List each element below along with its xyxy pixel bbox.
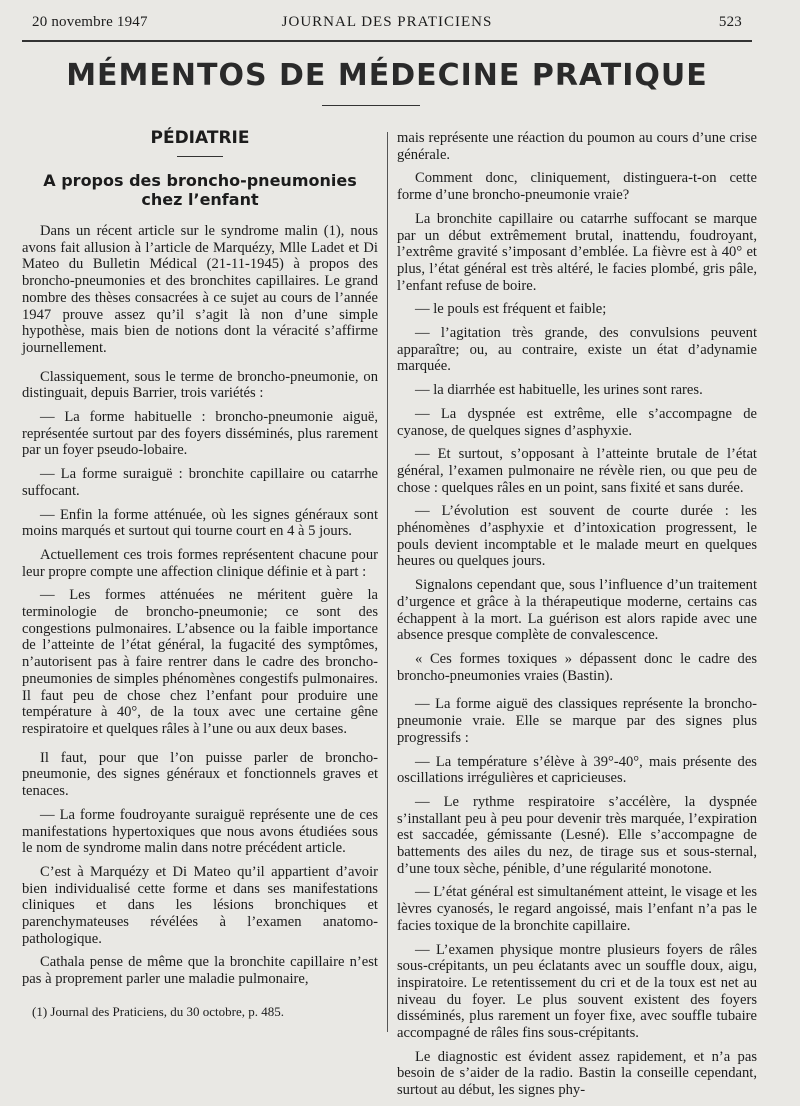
paragraph: « Ces formes toxiques » dépassent donc le cadre des broncho-pneumonies vraies (Bastin). bbox=[397, 650, 757, 684]
paragraph: — La dyspnée est extrême, elle s’accompagne de cyanose, de quelques signes d’asphyxie. bbox=[397, 405, 757, 439]
paragraph: — l’agitation très grande, des convulsions peuvent apparaître; ou, au contraire, existe un état d’adynamie marquée. bbox=[397, 325, 757, 375]
paragraph: — La forme foudroyante suraiguë représente une de ces manifestations hypertoxiques que nous avons étudiées sous le nom de syndrome malin dans notre précédent article. bbox=[22, 806, 378, 857]
header-rule bbox=[22, 40, 752, 42]
section-heading: PÉDIATRIE bbox=[150, 128, 250, 148]
right-column bbox=[397, 130, 757, 1106]
paragraph: Le diagnostic est évident assez rapidement, et n’a pas besoin de s’aider de la radio. Bastin la conseille cependant, surtout au début, les signes phy- bbox=[397, 1048, 757, 1099]
journal-name: JOURNAL DES PRATICIENS bbox=[281, 14, 493, 30]
main-title: MÉMENTOS DE MÉDECINE PRATIQUE bbox=[66, 58, 708, 93]
paragraph: — La température s’élève à 39°-40°, mais présente des oscillations irrégulières et capricieuses. bbox=[397, 753, 757, 787]
paragraph: — La forme habituelle : broncho-pneumonie aiguë, représentée surtout par des foyers disséminés, plus rarement par un foyer pseudo-lobaire. bbox=[22, 409, 378, 459]
paragraph: — L’évolution est souvent de courte durée : les phénomènes d’asphyxie et d’intoxication progressent, le pouls devient incomptable et le malade meurt en quelques heures ou quelques jours. bbox=[397, 503, 757, 570]
paragraph: — la diarrhée est habituelle, les urines sont rares. bbox=[415, 382, 703, 399]
section-rule bbox=[177, 156, 223, 157]
paragraph: La bronchite capillaire ou catarrhe suffocant se marque par un début extrêmement brutal, inattendu, foudroyant, l’extrême gravité s’imposant d’emblée. La fièvre est à 40° et plus, l’état général est très altéré, le facies plombé, gris pâle, l’enfant refuse de boire. bbox=[397, 210, 757, 294]
paragraph: Comment donc, cliniquement, distinguera-t-on cette forme d’une broncho-pneumonie vraie? bbox=[397, 170, 757, 204]
paragraph: Actuellement ces trois formes représentent chacune pour leur propre compte une affection clinique définie et à part : bbox=[22, 546, 378, 580]
paragraph: Cathala pense de même que la bronchite capillaire n’est pas à proprement parler une maladie pulmonaire, bbox=[22, 954, 378, 988]
paragraph: — Enfin la forme atténuée, où les signes généraux sont moins marqués et surtout qui tourne court en 4 à 5 jours. bbox=[22, 506, 378, 540]
paragraph: Il faut, pour que l’on puisse parler de broncho-pneumonie, des signes généraux et fonctionnels graves et tenaces. bbox=[22, 749, 378, 800]
paragraph: Classiquement, sous le terme de broncho-pneumonie, on distinguait, depuis Barrier, trois variétés : bbox=[22, 368, 378, 402]
paragraph: — Les formes atténuées ne méritent guère la terminologie de broncho-pneumonie; ce sont des congestions pulmonaires. L’absence ou la faible importance de l’atteinte de l’état général, la fugacité des symptômes, n’autorisent pas à faire rentrer dans le cadre des broncho-pneumonies de simples phénomènes congestifs pulmonaires. Il faut peu de chose chez l’enfant pour produire une température à 40°, de la toux avec une certaine gêne respiratoire et quelques râles à l’une ou aux deux bases. bbox=[22, 587, 378, 737]
paragraph: — Et surtout, s’opposant à l’atteinte brutale de l’état général, l’examen pulmonaire ne révèle rien, ou que peu de chose : quelques râles en un point, sans fixité et sans durée. bbox=[397, 446, 757, 496]
column-divider bbox=[387, 132, 388, 1032]
paragraph: — le pouls est fréquent et faible; bbox=[415, 301, 607, 318]
paragraph: — La forme suraiguë : bronchite capillaire ou catarrhe suffocant. bbox=[22, 466, 378, 499]
title-rule bbox=[322, 105, 420, 106]
paragraph: — L’état général est simultanément atteint, le visage et les lèvres cyanosés, le regard angoissé, mais l’enfant n’a pas le facies toxique de la bronchite capillaire. bbox=[397, 884, 757, 934]
paragraph: C’est à Marquézy et Di Mateo qu’il appartient d’avoir bien individualisé cette forme et dans ses manifestations cliniques et dans les lésions bronchiques et parenchymateuses révélées à l’examen anatomo-pathologique. bbox=[22, 863, 378, 947]
footnote: (1) Journal des Praticiens, du 30 octobre, p. 485. bbox=[32, 1003, 285, 1019]
paragraph: Dans un récent article sur le syndrome malin (1), nous avons fait allusion à l’article de Marquézy, Mlle Ladet et Di Mateo du Bulletin Médical (21-11-1945) à propos des broncho-pneumonies et des bronchites capillaires. Le grand nombre des thèses consacrées à ce sujet au cours de l’année 1947 prouve assez qu’il s’agit là non d’une simple hypothèse, mais bien de notions dont la véracité s’affirme journellement. bbox=[22, 223, 378, 356]
issue-date: 20 novembre 1947 bbox=[32, 14, 148, 30]
left-column bbox=[22, 124, 378, 1019]
paragraph: mais représente une réaction du poumon au cours d’une crise générale. bbox=[397, 130, 757, 163]
paragraph: — Le rythme respiratoire s’accélère, la dyspnée s’installant peu à peu pour devenir très marquée, l’expiration est saccadée, gémissante (Lesné). Elle s’accompagne de battements des ailes du nez, de tirage sus et sous-sternal, d’une toux sèche, pénible, d’une régularité monotone. bbox=[397, 793, 757, 877]
page-number: 523 bbox=[718, 14, 742, 30]
paragraph: — L’examen physique montre plusieurs foyers de râles sous-crépitants, un peu éclatants avec un souffle doux, aigu, inspiratoire. Le retentissement du cri et de la toux est net au niveau du foyer. Le plus souvent existent des foyers disséminés, plus rarement un foyer fixe, avec souffle tubaire accompagné de râles fins sous-crépitants. bbox=[397, 941, 757, 1042]
paragraph: — La forme aiguë des classiques représente la broncho-pneumonie vraie. Elle se marque par des signes plus progressifs : bbox=[397, 696, 757, 746]
paragraph: Signalons cependant que, sous l’influence d’un traitement d’urgence et grâce à la thérapeutique moderne, certains cas échappent à la mort. La guérison est alors rapide avec une absence presque complète de convalescence. bbox=[397, 577, 757, 644]
article-title: A propos des broncho-pneumonies chez l’enfant bbox=[43, 171, 357, 209]
running-header bbox=[32, 14, 742, 36]
